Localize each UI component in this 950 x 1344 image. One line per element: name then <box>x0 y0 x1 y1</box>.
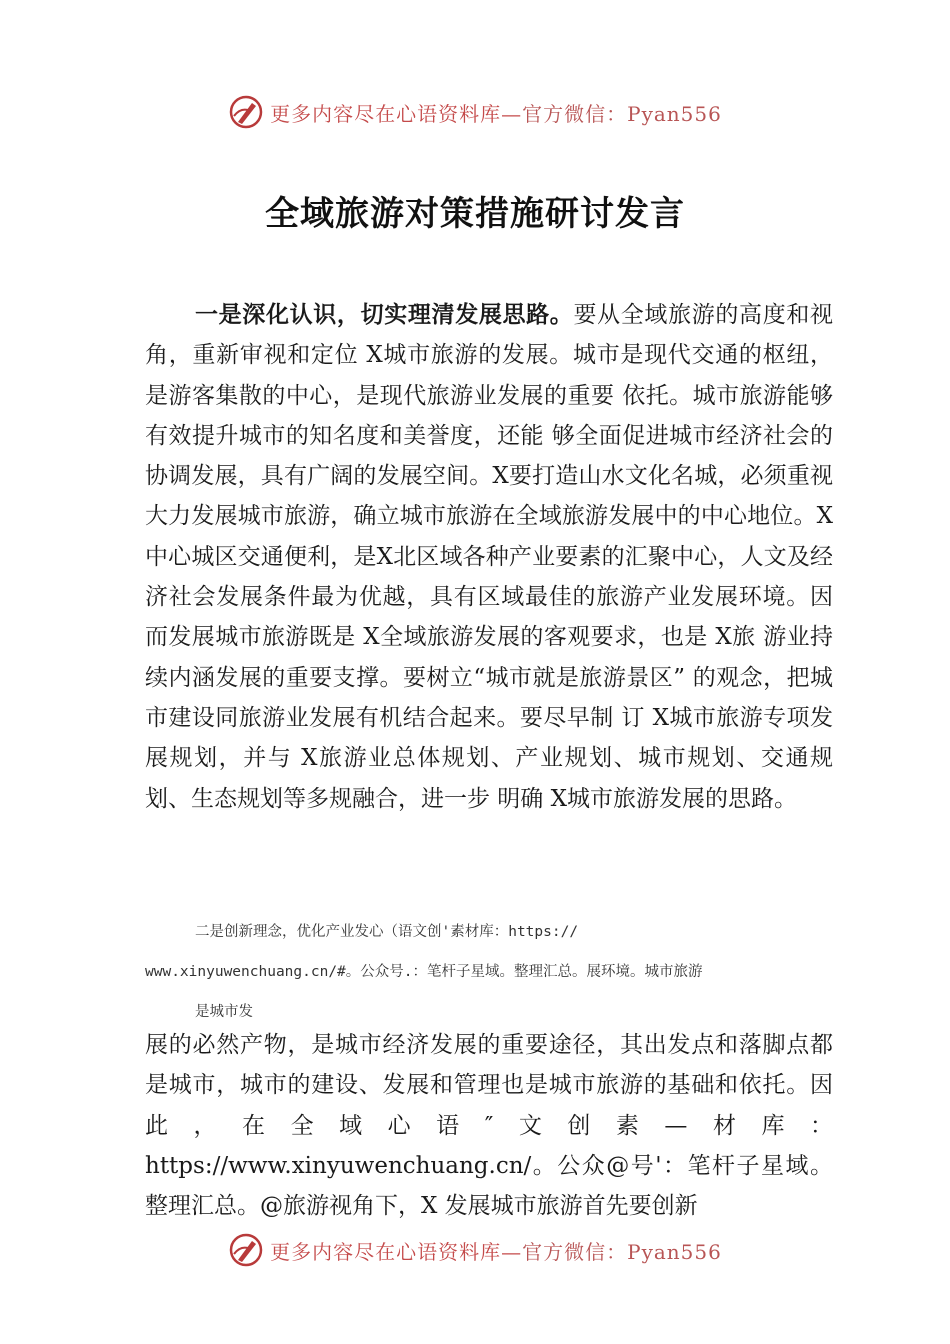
small-text-line-3: 是城市发 <box>195 1004 253 1020</box>
document-title: 全域旅游对策措施研讨发言 <box>265 194 685 234</box>
footer-banner <box>0 1232 950 1268</box>
header-banner <box>0 94 950 130</box>
banner-text <box>270 1236 722 1265</box>
banner-wechat-id: Pyan556 <box>627 1239 722 1264</box>
pen-logo-icon <box>228 1232 264 1268</box>
banner-wechat-id: Pyan556 <box>627 101 722 126</box>
small-text-line-2: www.xinyuwenchuang.cn/#。公众号.：笔杆子星域。整理汇总。展环境。城市旅游 <box>145 964 703 980</box>
paragraph-1 <box>145 295 833 819</box>
paragraph-2: 展的必然产物，是城市经济发展的重要途径，其出发点和落脚点都是城市，城市的建设、发展和管理也是城市旅游的基础和依托。因此，在全域心语″文创素—材库：https://www.xinyuwenchuang.cn/。公众@号'：笔杆子星域。整理汇总。@旅游视角下，X 发展城市旅游首先要创新 <box>145 1032 833 1220</box>
banner-slogan: 更多内容尽在心语资料库— <box>270 101 523 126</box>
small-text-line-1: 二是创新理念，优化产业发心（语文创'素材库：https:// <box>195 924 579 940</box>
paragraph-1-lead: 一是深化认识，切实理清发展思路。 <box>195 302 574 328</box>
pen-logo-icon <box>228 94 264 130</box>
paragraph-1-body: 要从全域旅游的高度和视角，重新审视和定位 X城市旅游的发展。城市是现代交通的枢纽，是游客集散的中心，是现代旅游业发展的重要 依托。城市旅游能够有效提升城市的知名度和美誉度，还能 够全面促进城市经济社会的协调发展，具有广阔的发展空间。X要打造山水文化名城，必须重视大力发展城市旅游，确立城市旅游在全域旅游发展中的中心地位。X中心城区交通便利，是X北区域各种产业要素的汇聚中心，人文及经济社会发展条件最为优越，具有区域最佳的旅游产业发展环境。因 而发展城市旅游既是 X全域旅游发展的客观要求，也是 X旅 游业持续内涵发展的重要支撑。要树立“城市就是旅游景区” 的观念，把城市建设同旅游业发展有机结合起来。要尽早制 订 X城市旅游专项发展规划，并与 X旅游业总体规划、产业规划、城市规划、交通规划、生态规划等多规融合，进一步 明确 X城市旅游发展的思路。 <box>145 302 834 812</box>
banner-text <box>270 98 722 127</box>
banner-slogan: 更多内容尽在心语资料库— <box>270 1239 523 1264</box>
banner-wechat-label: 官方微信： <box>522 101 628 126</box>
banner-wechat-label: 官方微信： <box>522 1239 628 1264</box>
small-text-block <box>145 912 835 1032</box>
